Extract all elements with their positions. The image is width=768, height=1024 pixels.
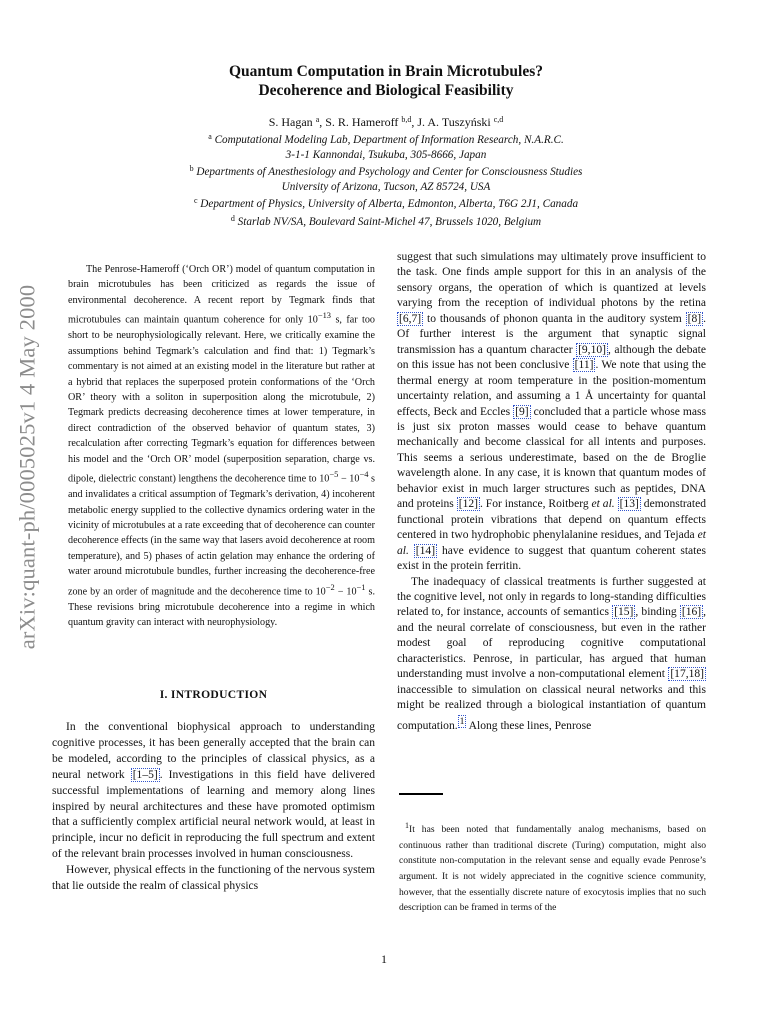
right-paragraph-1 bbox=[397, 250, 706, 575]
section-heading-introduction: I. INTRODUCTION bbox=[159, 688, 268, 701]
author-tuszynski: , J. A. Tuszyński bbox=[411, 115, 491, 129]
exponent: −13 bbox=[317, 310, 332, 321]
body-text: , although the debate on this issue has not been conclusive bbox=[397, 343, 706, 372]
citation-link[interactable]: [1–5] bbox=[132, 768, 158, 781]
citation-link[interactable]: [17,18] bbox=[670, 668, 704, 681]
author-hameroff: , S. R. Hameroff bbox=[319, 115, 399, 129]
arxiv-identifier-stamp[interactable] bbox=[6, 257, 48, 677]
citation-link[interactable]: [12] bbox=[458, 498, 478, 511]
footnote bbox=[399, 818, 706, 916]
affiliation-d-mark: d bbox=[230, 213, 235, 223]
author-tuszynski-affil: c,d bbox=[493, 115, 504, 124]
abstract-text: − 10 bbox=[338, 473, 360, 485]
affiliation-a bbox=[130, 130, 642, 148]
arxiv-identifier-text: arXiv:quant-ph/0005025v1 4 May 2000 bbox=[14, 284, 39, 650]
citation-link[interactable]: [13] bbox=[619, 498, 639, 511]
intro-paragraph-2: However, physical effects in the functioning of the nervous system that lie outside the realm of classical physics bbox=[52, 864, 375, 893]
paper-title-line-2: Decoherence and Biological Feasibility bbox=[258, 82, 514, 99]
affiliation-c-text: Department of Physics, University of Alberta, Edmonton, Alberta, T6G 2J1, Canada bbox=[200, 198, 579, 211]
right-column bbox=[397, 250, 706, 734]
body-text: , binding bbox=[635, 606, 680, 619]
affiliation-a-mark: a bbox=[208, 132, 212, 141]
footnote-mark: 1 bbox=[405, 821, 409, 830]
title-block bbox=[130, 62, 642, 230]
abstract-text: s and invalidates a critical assumption of Tegmark’s derivation, 4) incoherent metabolic energy supplied to the collective dynamics ordering water in the vicinity of microtubules at a rate exceeding that of decoherence can counter decoherence effects (in the same way that lasers avoid decoherence at room temperature), and 5) phases of actin gelation may enhance the ordering of water around microtubule bundles, further increasing the decoherence-free zone by an order of magnitude and the decoherence time to 10 bbox=[68, 473, 375, 598]
citation-link[interactable]: [11] bbox=[574, 359, 594, 372]
body-text: inaccessible to simulation on classical neural networks and this might be realized through a biological instantiation of quantum computation. bbox=[397, 683, 706, 732]
author-hagan: S. Hagan bbox=[268, 115, 313, 129]
affiliation-d bbox=[130, 212, 642, 230]
footnote-reference-link[interactable]: 1 bbox=[459, 715, 465, 727]
body-text: Along these lines, Penrose bbox=[466, 719, 592, 732]
abstract-text: − 10 bbox=[334, 586, 357, 598]
affiliation-b-mark: b bbox=[189, 164, 194, 174]
intro-paragraph-1 bbox=[52, 720, 375, 863]
body-text: . We note that using the thermal energy at room temperature in the position-momentum uncertainty relation, and assuming a 1 Å uncertainty for quantal effects, Beck and Eccles bbox=[397, 359, 706, 418]
citation-link[interactable]: [14] bbox=[415, 544, 436, 557]
citation-link[interactable]: [6,7] bbox=[399, 312, 422, 325]
body-text: to thousands of phonon quanta in the auditory system bbox=[423, 312, 686, 325]
author-hagan-affil: a bbox=[315, 115, 320, 124]
body-text: have evidence to suggest that quantum coherent states exist in the protein ferritin. bbox=[397, 544, 706, 573]
et-al: et al. bbox=[397, 529, 706, 557]
body-text: suggest that such simulations may ultimately prove insufficient to the task. One finds ample support for this in an analysis of the sensory organs, the operation of which is quantized at levels varying from the reception of individual photons by the retina bbox=[397, 251, 706, 310]
abstract-text: s. These revisions bring microtubule decoherence into a regime in which quantum gravity can interact with neurophysiology. bbox=[68, 586, 375, 629]
author-hameroff-affil: b,d bbox=[401, 115, 412, 124]
affiliation-b-text: Departments of Anesthesiology and Psychology and Center for Consciousness Studies bbox=[196, 166, 583, 179]
affiliation-b bbox=[130, 162, 642, 180]
affiliation-d-text: Starlab NV/SA, Boulevard Saint-Michel 47, Brussels 1020, Belgium bbox=[237, 215, 542, 228]
body-text: . Investigations in this field have delivered successful implementations of learning and memory along lines inspired by neural architectures and these have promoted optimism that a sufficiently complex artificial neural network would, at least in principle, incur no deficit in reproducing the full spectrum and extent of the relevant brain processes involved in human consciousness. bbox=[52, 768, 375, 861]
citation-link[interactable]: [9,10] bbox=[578, 343, 606, 356]
body-text: demonstrated functional protein vibrations that depend on quantum effects centered in two hydrophobic phenylalanine residues, and Tejada bbox=[397, 498, 707, 542]
citation-link[interactable]: [16] bbox=[681, 606, 702, 619]
affiliation-a-address: 3-1-1 Kannondai, Tsukuba, 305-8666, Japan bbox=[285, 148, 487, 161]
affiliation-a-text: Computational Modeling Lab, Department of Information Research, N.A.R.C. bbox=[214, 134, 564, 146]
exponent: −4 bbox=[359, 469, 369, 480]
et-al: et al. bbox=[591, 498, 615, 511]
affiliation-c-mark: c bbox=[193, 196, 198, 206]
affiliation-b-address: University of Arizona, Tucson, AZ 85724, USA bbox=[281, 180, 491, 193]
exponent: −1 bbox=[356, 581, 366, 592]
affiliation-c bbox=[130, 194, 642, 212]
body-text: concluded that a particle whose mass is just six proton masses would cease to behave quantum mechanically and become classical for all intents and purposes. This seems a serious underestimate, based on the de Broglie wavelength alone. In any case, it is known that quantum modes of behavior exist in much larger structures such as peptides, DNA and proteins bbox=[397, 405, 706, 511]
introduction-left-column bbox=[52, 720, 375, 895]
body-text: In the conventional biophysical approach to understanding cognitive processes, it has been generally accepted that the brain can be modeled, according to the principles of classical physics, as a neural network bbox=[52, 721, 375, 781]
page-number: 1 bbox=[381, 952, 387, 966]
body-text: . For instance, Roitberg bbox=[479, 498, 592, 511]
citation-link[interactable]: [8] bbox=[687, 312, 702, 325]
exponent: −2 bbox=[325, 581, 335, 592]
body-text: . Of further interest is the argument that synaptic signal transmission has a quantum character bbox=[397, 312, 706, 356]
footnote-divider bbox=[399, 793, 443, 795]
right-paragraph-2 bbox=[397, 575, 706, 734]
body-text: , and the neural correlate of consciousness, but even in the rather modest goal of reproducing cognitive computational characteristics. Penrose, in particular, has argued that human understanding must involve a non-computational element bbox=[397, 606, 707, 681]
abstract-text: The Penrose-Hameroff (‘Orch OR’) model of quantum computation in brain microtubules has been criticized as regards the issue of environmental decoherence. A recent report by Tegmark finds that microtubules can maintain quantum coherence for only 10 bbox=[68, 264, 375, 326]
citation-link[interactable]: [9] bbox=[515, 405, 529, 418]
citation-link[interactable]: [15] bbox=[614, 606, 634, 619]
author-list bbox=[130, 112, 642, 130]
abstract bbox=[68, 262, 375, 631]
exponent: −5 bbox=[329, 469, 339, 480]
footnote-text: It has been noted that fundamentally analog mechanisms, based on continuous rather than traditional discrete (Turing) computation, might also constitute non-computation in the relevant sense and equally evade Penrose’s argument. It is not widely appreciated in the cognitive science community, however, that the essentially discrete nature of exocytosis implies that no such description can be framed in terms of the bbox=[399, 824, 706, 914]
abstract-text: s, far too short to be neurophysiologically relevant. Here, we critically examine the assumptions behind Tegmark’s calculation and find that: 1) Tegmark’s commentary is not aimed at an existing model in the literature but rather at a hybrid that replaces the superposed protein conformations of the ‘Orch OR’ theory with a soliton in superposition along the microtubule, 2) Tegmark predicts decreasing decoherence times at lower temperature, in direct contradiction of the observed behavior of quantum states, 3) recalculation after correcting Tegmark’s equation for differences between his model and the ‘Orch OR’ model (superposition separation, charge vs. dipole, dielectric constant) lengthens the decoherence time to 10 bbox=[68, 314, 375, 485]
body-text: The inadequacy of classical treatments is further suggested at the cognitive level, not only in regards to long-standing difficulties related to, for instance, accounts of semantics bbox=[397, 575, 706, 619]
paper-title-line-1: Quantum Computation in Brain Microtubules? bbox=[228, 63, 544, 80]
